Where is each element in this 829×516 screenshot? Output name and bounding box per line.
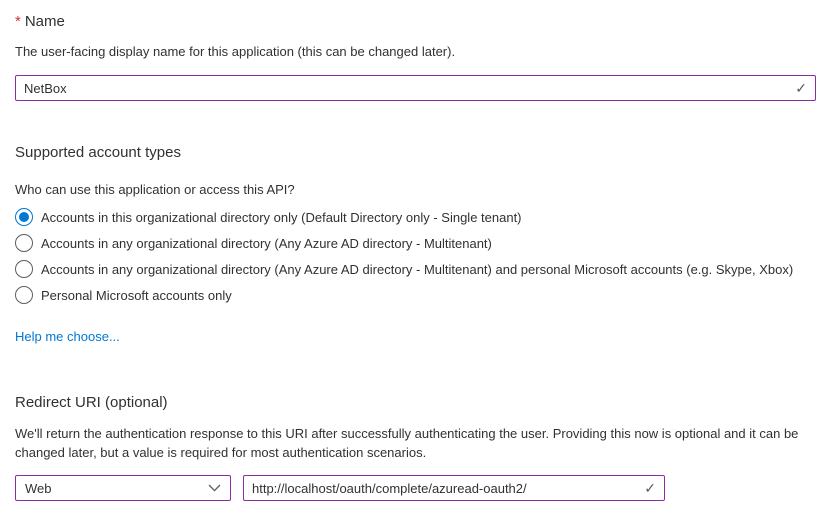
redirect-uri-input[interactable] <box>252 481 636 496</box>
radio-icon[interactable] <box>15 286 33 304</box>
chevron-down-icon <box>208 484 221 492</box>
account-types-question: Who can use this application or access this API? <box>15 182 295 197</box>
platform-select-value: Web <box>25 480 52 496</box>
check-icon: ✓ <box>795 80 807 96</box>
radio-option-label: Personal Microsoft accounts only <box>41 287 232 303</box>
name-title-text: Name <box>24 13 65 30</box>
account-types-title: Supported account types <box>15 144 181 161</box>
name-input[interactable] <box>24 81 787 96</box>
radio-option-personal-only[interactable] <box>15 282 816 308</box>
radio-option-multitenant-personal[interactable] <box>15 256 816 282</box>
radio-option-label: Accounts in this organizational directory only (Default Directory only - Single tenant) <box>41 209 522 225</box>
radio-option-multitenant[interactable] <box>15 230 816 256</box>
radio-option-label: Accounts in any organizational directory (Any Azure AD directory - Multitenant) <box>41 235 492 251</box>
account-types-radio-group <box>15 204 816 308</box>
radio-icon[interactable] <box>15 260 33 278</box>
check-icon: ✓ <box>644 480 656 496</box>
redirect-uri-input-wrapper <box>243 475 665 501</box>
radio-icon[interactable] <box>15 208 33 226</box>
name-input-wrapper <box>15 75 816 101</box>
radio-option-label: Accounts in any organizational directory (Any Azure AD directory - Multitenant) and personal Microsoft accounts (e.g. Skype, Xbox) <box>41 261 794 277</box>
name-description: The user-facing display name for this application (this can be changed later). <box>15 44 456 59</box>
radio-icon[interactable] <box>15 234 33 252</box>
radio-option-single-tenant[interactable] <box>15 204 816 230</box>
name-section-title <box>15 12 816 32</box>
redirect-uri-title: Redirect URI (optional) <box>15 394 168 411</box>
redirect-uri-description: We'll return the authentication response to this URI after successfully authenticating the user. Providing this now is optional and it can be changed later, but a value is required for most authentication scenarios. <box>15 426 799 460</box>
help-me-choose-link[interactable]: Help me choose... <box>15 329 120 344</box>
platform-select[interactable] <box>15 475 231 501</box>
redirect-uri-row <box>15 475 816 501</box>
required-asterisk: * <box>15 13 21 30</box>
